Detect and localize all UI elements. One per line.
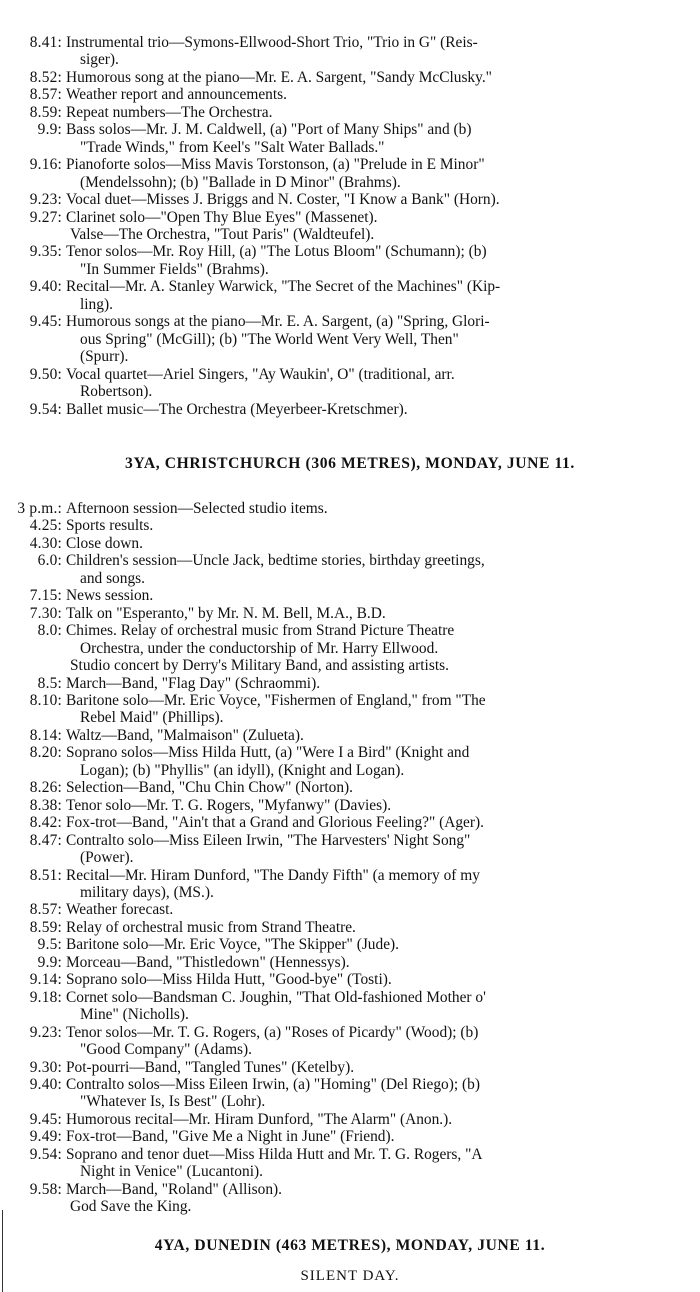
entry-text (66, 86, 700, 103)
programme-entry (0, 675, 700, 692)
entry-line: Studio concert by Derry's Military Band, and assisting artists. (70, 657, 449, 675)
entry-text (66, 209, 700, 226)
entry-continuation-line: Mine" (Nicholls). (80, 1006, 189, 1024)
programme-entry (0, 744, 700, 779)
programme-3ya (0, 500, 700, 1216)
entry-line: Cornet solo—Bandsman C. Joughin, "That Old-fashioned Mother o' (66, 988, 486, 1006)
entry-time: 9.45: (29, 313, 62, 331)
entry-continuation-line: Robertson). (80, 383, 153, 401)
entry-line: Tenor solos—Mr. T. G. Rogers, (a) "Roses of Picardy" (Wood); (b) (66, 1023, 479, 1041)
entry-time: 8.10: (29, 691, 62, 709)
programme-entry (0, 1111, 700, 1128)
entry-line: Morceau—Band, "Thistledown" (Hennessys). (66, 953, 350, 971)
entry-text (66, 34, 700, 69)
entry-line: Repeat numbers—The Orchestra. (66, 103, 273, 121)
entry-time: 9.40: (29, 278, 62, 296)
programme-entry (0, 832, 700, 867)
entry-time: 8.57: (29, 901, 62, 919)
programme-entry (0, 86, 700, 103)
programme-entry (0, 971, 700, 988)
entry-continuation-line: (Mendelssohn); (b) "Ballade in D Minor" (Brahms). (80, 173, 401, 191)
entry-text (66, 1111, 700, 1128)
entry-continuation-line: "Good Company" (Adams). (80, 1041, 253, 1059)
entry-line: Chimes. Relay of orchestral music from Strand Picture Theatre (66, 622, 455, 640)
programme-entry (0, 104, 700, 121)
programme-entry (0, 936, 700, 953)
entry-text (66, 552, 700, 587)
entry-time: 8.14: (29, 726, 62, 744)
entry-line: Weather report and announcements. (66, 86, 287, 104)
silent-day-note: SILENT DAY. (300, 1268, 400, 1284)
programme-entry (0, 313, 700, 365)
entry-time: 7.30: (29, 604, 62, 622)
entry-text (66, 727, 700, 744)
entry-continuation-line: "In Summer Fields" (Brahms). (80, 260, 269, 278)
entry-continuation-line: Logan); (b) "Phyllis" (an idyll), (Knight and Logan). (80, 761, 405, 779)
entry-time: 8.51: (29, 866, 62, 884)
entry-text (66, 517, 700, 534)
programme-entry (0, 587, 700, 604)
entry-time: 9.9: (37, 121, 62, 139)
entry-time: 9.9: (37, 953, 62, 971)
entry-line: Talk on "Esperanto," by Mr. N. M. Bell, M.A., B.D. (66, 604, 386, 622)
entry-text (66, 1128, 700, 1145)
entry-line: Humorous song at the piano—Mr. E. A. Sargent, "Sandy McClusky." (66, 68, 492, 86)
programme-entry (0, 517, 700, 534)
entry-continuation-line: "Whatever Is, Is Best" (Lohr). (80, 1093, 266, 1111)
entry-text (66, 954, 700, 971)
entry-time: 8.5: (37, 674, 62, 692)
entry-line: Vocal quartet—Ariel Singers, "Ay Waukin', O" (traditional, arr. (66, 365, 455, 383)
programme-entry (0, 156, 700, 191)
entry-time: 8.0: (37, 622, 62, 640)
entry-text (66, 971, 700, 988)
entry-text (66, 675, 700, 692)
entry-line: Relay of orchestral music from Strand Theatre. (66, 918, 356, 936)
entry-continuation-line: ous Spring" (McGill); (b) "The World Went Very Well, Then" (80, 330, 459, 348)
programme-entry (0, 209, 700, 226)
entry-continuation-line: Orchestra, under the conductorship of Mr. Harry Ellwood. (80, 639, 439, 657)
entry-text (66, 104, 700, 121)
entry-text (66, 1024, 700, 1059)
entry-time: 8.41: (29, 34, 62, 51)
entry-time: 4.25: (29, 517, 62, 535)
entry-text (66, 867, 700, 902)
programme-entry (0, 121, 700, 156)
programme-1ya-continued (0, 34, 700, 418)
entry-time: 4.30: (29, 534, 62, 552)
programme-entry (0, 243, 700, 278)
entry-line: Waltz—Band, "Malmaison" (Zulueta). (66, 726, 304, 744)
entry-line: Vocal duet—Misses J. Briggs and N. Coster, "I Know a Bank" (Horn). (66, 191, 500, 209)
entry-line: Humorous recital—Mr. Hiram Dunford, "The Alarm" (Anon.). (66, 1110, 453, 1128)
entry-text (66, 1181, 700, 1198)
entry-text (66, 401, 700, 418)
programme-entry (0, 622, 700, 657)
entry-line: Soprano solo—Miss Hilda Hutt, "Good-bye" (Tosti). (66, 971, 392, 989)
entry-text (66, 989, 700, 1024)
entry-text (66, 313, 700, 365)
entry-line: Fox-trot—Band, "Ain't that a Grand and Glorious Feeling?" (Ager). (66, 814, 484, 832)
entry-time: 8.47: (29, 831, 62, 849)
entry-continuation-line: and songs. (80, 569, 145, 587)
programme-entry (0, 226, 700, 243)
programme-entry (0, 552, 700, 587)
entry-line: Valse—The Orchestra, "Tout Paris" (Waldteufel). (70, 225, 375, 243)
entry-line: Baritone solo—Mr. Eric Voyce, "The Skipper" (Jude). (66, 936, 400, 954)
entry-time: 3 p.m.: (17, 500, 62, 517)
programme-entry (0, 401, 700, 418)
entry-line: Humorous songs at the piano—Mr. E. A. Sargent, (a) "Spring, Glori- (66, 313, 490, 331)
entry-text (66, 500, 700, 517)
entry-text (66, 605, 700, 622)
entry-line: Soprano solos—Miss Hilda Hutt, (a) "Were I a Bird" (Knight and (66, 744, 470, 762)
station-heading-3ya: 3YA, CHRISTCHURCH (306 METRES), MONDAY, JUNE 11. (125, 455, 575, 472)
programme-entry (0, 727, 700, 744)
programme-entry (0, 500, 700, 517)
entry-continuation-line: siger). (80, 51, 119, 69)
entry-text (66, 366, 700, 401)
entry-text (66, 797, 700, 814)
entry-text (66, 121, 700, 156)
programme-entry (0, 954, 700, 971)
entry-text (66, 919, 700, 936)
entry-time: 9.16: (29, 156, 62, 174)
programme-entry (0, 657, 700, 674)
entry-text (66, 587, 700, 604)
entry-line: Children's session—Uncle Jack, bedtime stories, birthday greetings, (66, 552, 485, 570)
entry-line: Tenor solo—Mr. T. G. Rogers, "Myfanwy" (Davies). (66, 796, 392, 814)
entry-time: 9.30: (29, 1058, 62, 1076)
entry-line: Contralto solo—Miss Eileen Irwin, "The Harvesters' Night Song" (66, 831, 471, 849)
programme-entry (0, 1128, 700, 1145)
programme-entry (0, 797, 700, 814)
entry-line: Soprano and tenor duet—Miss Hilda Hutt and Mr. T. G. Rogers, "A (66, 1145, 483, 1163)
entry-line: Clarinet solo—"Open Thy Blue Eyes" (Massenet). (66, 208, 378, 226)
entry-line: Selection—Band, "Chu Chin Chow" (Norton). (66, 779, 354, 797)
entry-text (66, 622, 700, 657)
entry-line: Sports results. (66, 517, 154, 535)
entry-continuation-line: ling). (80, 295, 113, 313)
entry-text (66, 1059, 700, 1076)
programme-entry (0, 779, 700, 796)
programme-entry (0, 1198, 700, 1215)
entry-text (66, 1076, 700, 1111)
entry-time: 8.42: (29, 814, 62, 832)
entry-continuation-line: Night in Venice" (Lucantoni). (80, 1163, 263, 1181)
entry-text (66, 191, 700, 208)
entry-time: 9.5: (37, 936, 62, 954)
entry-time: 7.15: (29, 587, 62, 605)
entry-line: Fox-trot—Band, "Give Me a Night in June" (Friend). (66, 1128, 395, 1146)
entry-line: Pianoforte solos—Miss Mavis Torstonson, (a) "Prelude in E Minor" (66, 156, 485, 174)
entry-line: Ballet music—The Orchestra (Meyerbeer-Kretschmer). (66, 400, 408, 418)
entry-line: March—Band, "Flag Day" (Schraommi). (66, 674, 321, 692)
station-heading-4ya: 4YA, DUNEDIN (463 METRES), MONDAY, JUNE 11. (154, 1237, 546, 1254)
entry-text (66, 692, 700, 727)
entry-text (66, 535, 700, 552)
entry-time: 9.23: (29, 191, 62, 209)
entry-text (66, 69, 700, 86)
programme-entry (0, 989, 700, 1024)
entry-text (70, 657, 700, 674)
entry-line: Close down. (66, 534, 143, 552)
entry-time: 8.38: (29, 796, 62, 814)
entry-line: Tenor solos—Mr. Roy Hill, (a) "The Lotus Bloom" (Schumann); (b) (66, 243, 487, 261)
entry-time: 9.58: (29, 1180, 62, 1198)
programme-entry (0, 366, 700, 401)
entry-text (66, 278, 700, 313)
entry-time: 8.57: (29, 86, 62, 104)
entry-time: 6.0: (37, 552, 62, 570)
entry-line: Recital—Mr. A. Stanley Warwick, "The Secret of the Machines" (Kip- (66, 278, 501, 296)
entry-line: Pot-pourri—Band, "Tangled Tunes" (Ketelby). (66, 1058, 355, 1076)
entry-time: 9.14: (29, 971, 62, 989)
entry-time: 8.59: (29, 103, 62, 121)
entry-time: 8.26: (29, 779, 62, 797)
entry-time: 8.52: (29, 68, 62, 86)
entry-text (66, 832, 700, 867)
entry-time: 8.59: (29, 918, 62, 936)
programme-entry (0, 1024, 700, 1059)
entry-text (66, 156, 700, 191)
entry-time: 9.45: (29, 1110, 62, 1128)
programme-entry (0, 1059, 700, 1076)
programme-entry (0, 191, 700, 208)
entry-text (66, 744, 700, 779)
entry-text (66, 814, 700, 831)
entry-continuation-line: "Trade Winds," from Keel's "Salt Water Ballads." (80, 138, 385, 156)
entry-line: Recital—Mr. Hiram Dunford, "The Dandy Fifth" (a memory of my (66, 866, 480, 884)
entry-continuation-line: (Power). (80, 849, 134, 867)
entry-time: 9.54: (29, 400, 62, 418)
entry-text (66, 243, 700, 278)
entry-line: Weather forecast. (66, 901, 174, 919)
programme-entry (0, 814, 700, 831)
entry-continuation-line: military days), (MS.). (80, 883, 214, 901)
entry-text (70, 1198, 700, 1215)
entry-line: God Save the King. (70, 1198, 192, 1216)
entry-continuation-line: (Spurr). (80, 348, 129, 366)
programme-entry (0, 605, 700, 622)
programme-entry (0, 1076, 700, 1111)
programme-entry (0, 69, 700, 86)
programme-entry (0, 535, 700, 552)
entry-time: 9.18: (29, 988, 62, 1006)
programme-entry (0, 867, 700, 902)
entry-line: Contralto solos—Miss Eileen Irwin, (a) "Homing" (Del Riego); (b) (66, 1075, 480, 1093)
programme-entry (0, 901, 700, 918)
programme-entry (0, 692, 700, 727)
entry-continuation-line: Rebel Maid" (Phillips). (80, 709, 224, 727)
entry-line: Instrumental trio—Symons-Ellwood-Short Trio, "Trio in G" (Reis- (66, 34, 478, 51)
entry-time: 8.20: (29, 744, 62, 762)
programme-entry (0, 1146, 700, 1181)
entry-text (66, 901, 700, 918)
entry-text (70, 226, 700, 243)
programme-entry (0, 278, 700, 313)
entry-time: 9.49: (29, 1128, 62, 1146)
entry-time: 9.35: (29, 243, 62, 261)
entry-line: News session. (66, 587, 154, 605)
programme-entry (0, 919, 700, 936)
entry-text (66, 1146, 700, 1181)
entry-line: Afternoon session—Selected studio items. (66, 500, 328, 517)
entry-time: 9.27: (29, 208, 62, 226)
programme-entry (0, 1181, 700, 1198)
entry-line: Bass solos—Mr. J. M. Caldwell, (a) "Port of Many Ships" and (b) (66, 121, 472, 139)
entry-time: 9.54: (29, 1145, 62, 1163)
entry-text (66, 936, 700, 953)
entry-line: Baritone solo—Mr. Eric Voyce, "Fishermen of England," from "The (66, 691, 486, 709)
entry-time: 9.50: (29, 365, 62, 383)
entry-time: 9.23: (29, 1023, 62, 1041)
entry-text (66, 779, 700, 796)
programme-entry (0, 34, 700, 69)
entry-line: March—Band, "Roland" (Allison). (66, 1180, 283, 1198)
entry-time: 9.40: (29, 1075, 62, 1093)
